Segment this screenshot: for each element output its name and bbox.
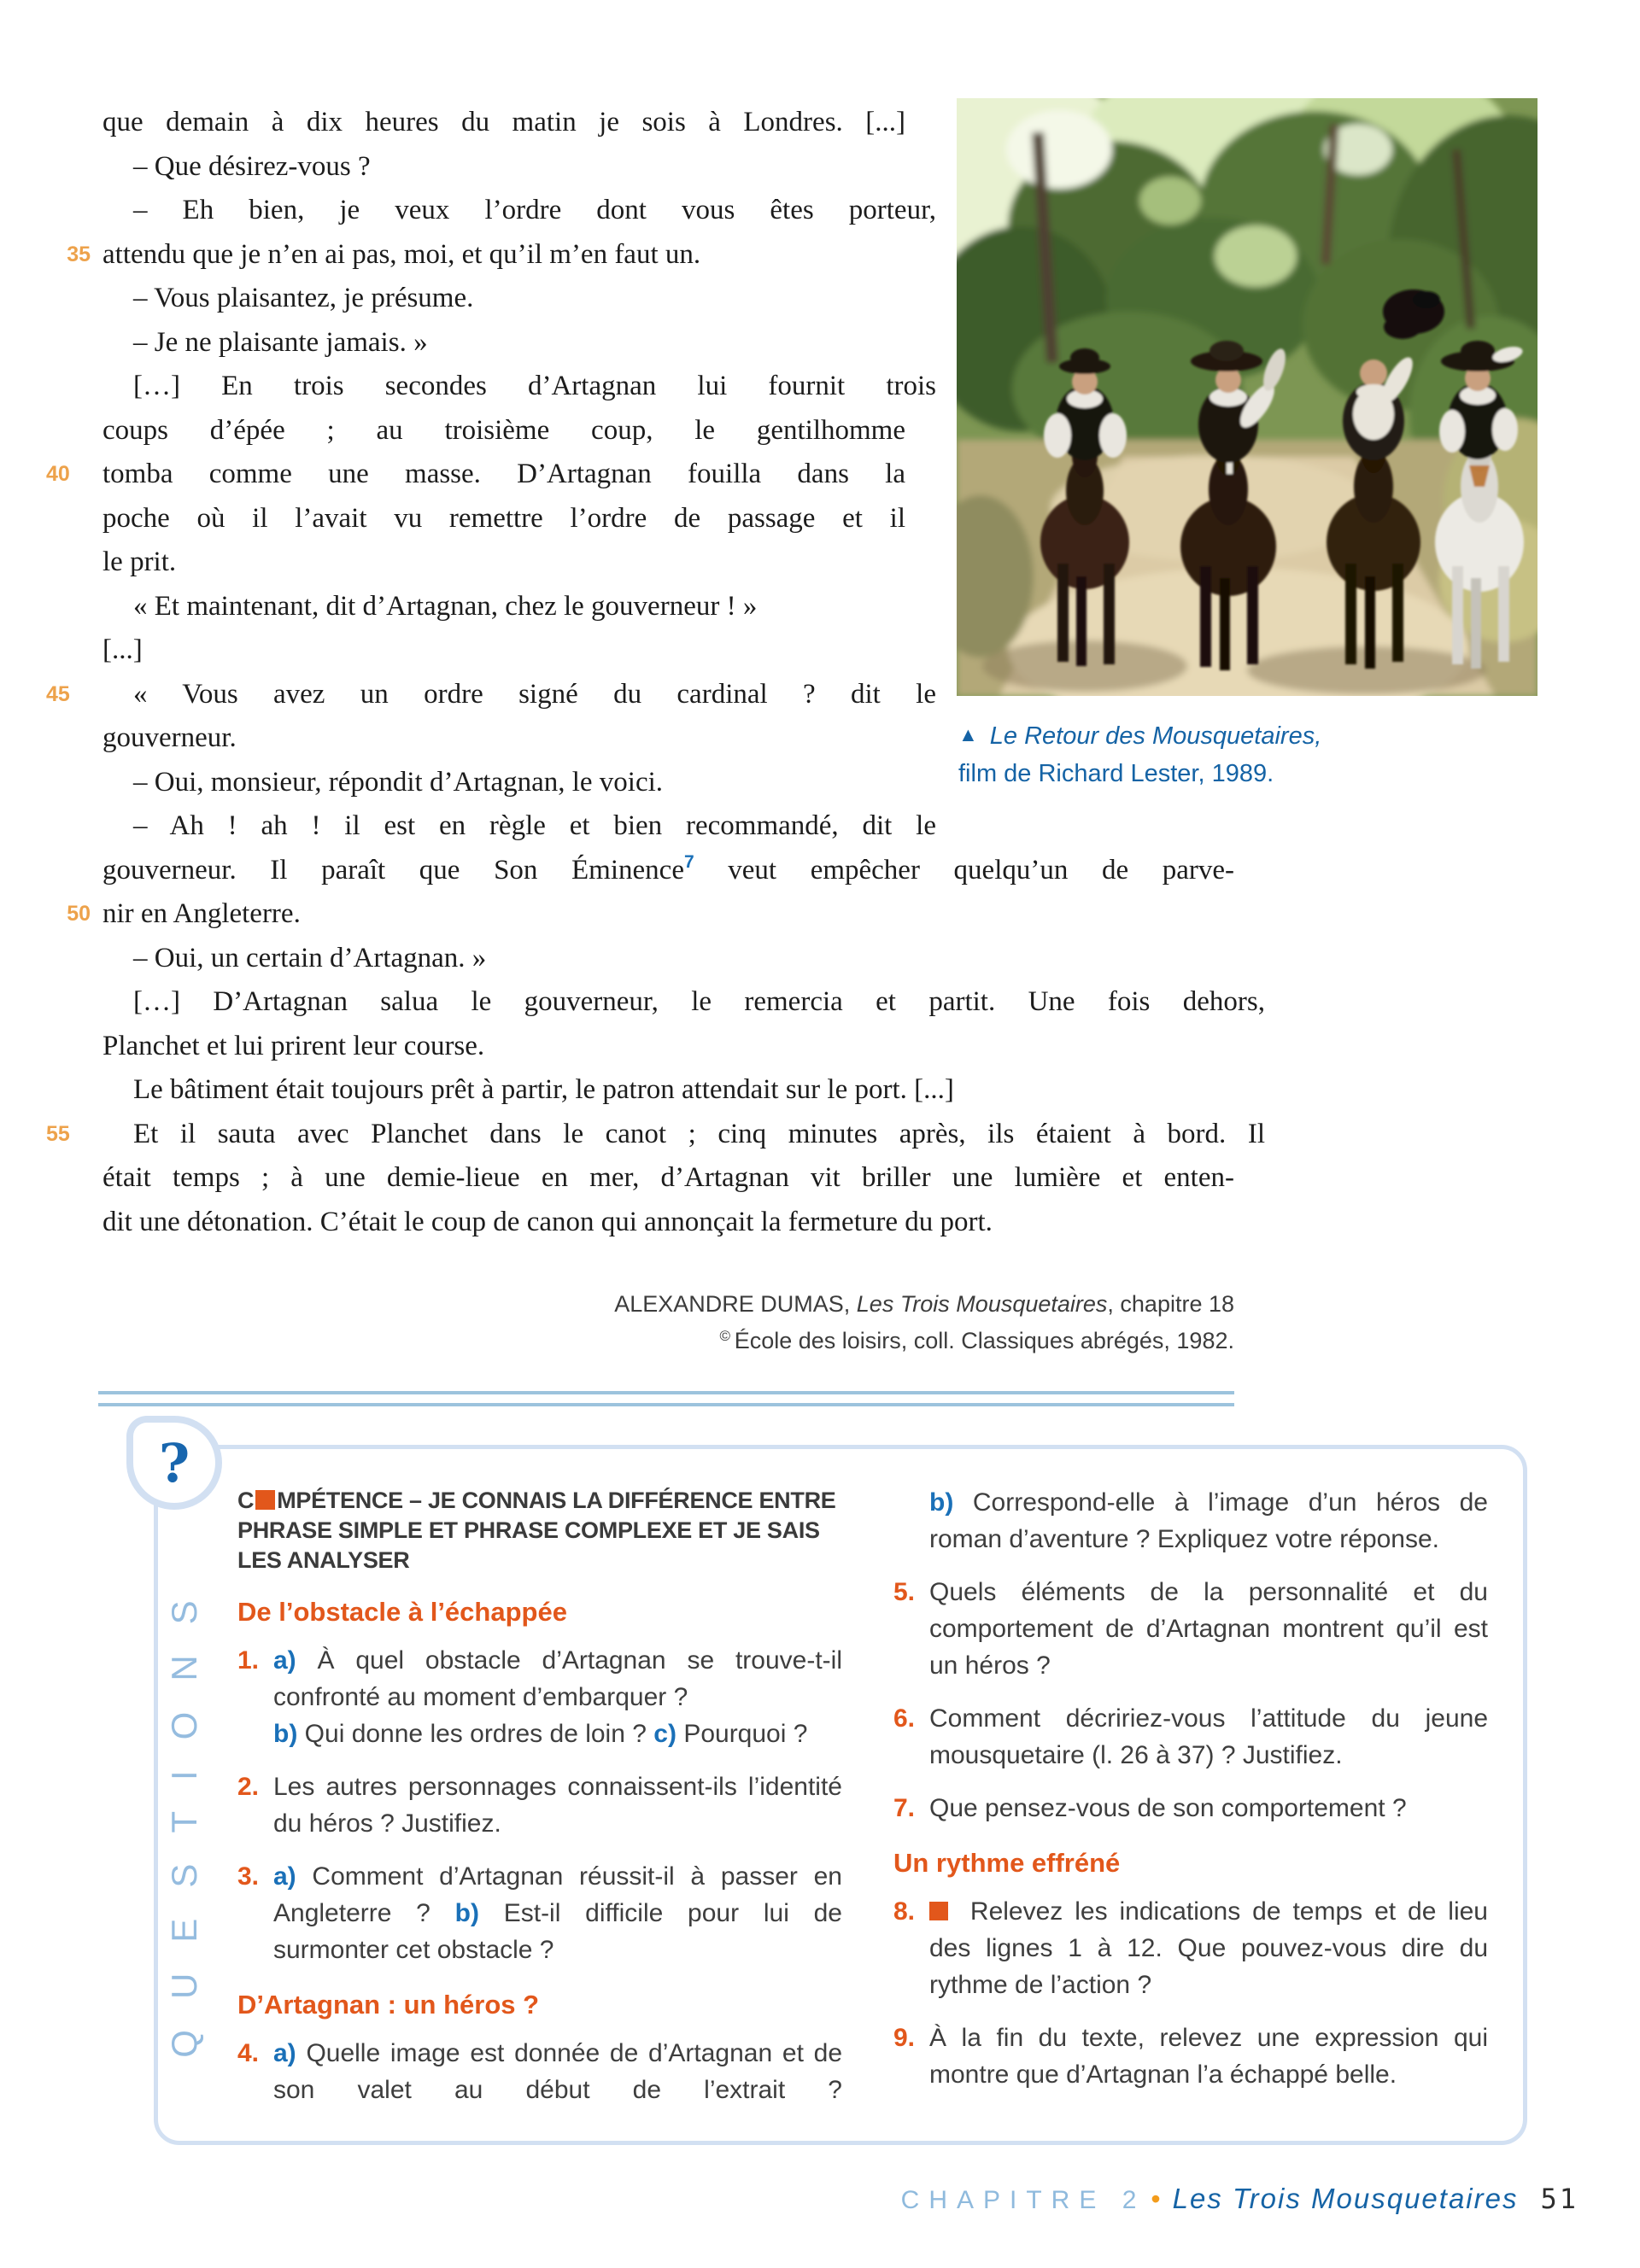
question-text: À la fin du texte, relevez une expression qui montre que d’Artagnan l’a échappé belle. (929, 2024, 1488, 2089)
excerpt-line: – Oui, un certain d’Artagnan. » (133, 942, 487, 973)
sub-question-letter: b) (929, 1488, 954, 1517)
sub-question-letter: b) (454, 1899, 479, 1927)
question-number (893, 1484, 929, 1558)
question-item (893, 2020, 1488, 2093)
source-attribution (102, 1288, 1234, 1357)
question-number: 7. (893, 1794, 916, 1822)
excerpt-line: 55 Et il sauta avec Planchet dans le canot ; cinq minutes après, ils étaient à bord. Il (102, 1113, 1265, 1157)
line-number: 50 (67, 902, 91, 926)
excerpt-line: [...] (102, 634, 143, 665)
questions-left-column (237, 1486, 842, 2125)
caption-line-1 (958, 716, 1556, 755)
question-number: 8. (893, 1897, 916, 1926)
excerpt-line: 40 tomba comme une masse. D’Artagnan fouilla dans la (102, 453, 905, 497)
question-mark-icon: ? (158, 1431, 190, 1494)
line-number: 35 (67, 242, 91, 266)
sub-question-letter: a) (273, 1646, 296, 1675)
excerpt-line: […] D’Artagnan salua le gouverneur, le remercia et partit. Une fois dehors, (133, 986, 1265, 1017)
attribution-line-2 (102, 1320, 1234, 1357)
excerpt-line: Planchet et lui prirent leur course. (102, 1030, 485, 1061)
line-number: 45 (46, 681, 70, 706)
question-item (237, 1642, 842, 1752)
excerpt-line: gouverneur. Il paraît que Son Éminence$^7$ veut empêcher quelqu’un de parve- (102, 851, 1234, 886)
excerpt-line: – Vous plaisantez, je présume. (133, 283, 474, 313)
musketeers-on-horses-illustration (957, 98, 1538, 696)
question-item (893, 1893, 1488, 2003)
questions-right-column (893, 1484, 1488, 2109)
excerpt-line: – Ah ! ah ! il est en règle et bien recommandé, dit le (133, 810, 936, 841)
competence-header (237, 1486, 842, 1575)
question-item (237, 1768, 842, 1842)
question-number: 6. (893, 1704, 916, 1733)
question-text: Relevez les indications de temps et de lieu des lignes 1 à 12. Que pouvez-vous dire du rythme de l’action ? (929, 1897, 1488, 1999)
question-number: 2. (237, 1773, 260, 1801)
question-number: 1. (237, 1646, 260, 1675)
competence-line-3: LES ANALYSER (237, 1547, 410, 1573)
caption-film-title: Le Retour des Mousquetaires, (989, 722, 1322, 750)
question-text: a) À quel obstacle d’Artagnan se trouve-t-il confronté au moment d’embarquer ? b) Qui donne les ordres de loin ? c) Pourquoi ? (273, 1646, 842, 1748)
question-item (237, 1858, 842, 1968)
page-footer (901, 2183, 1578, 2215)
question-number: 9. (893, 2024, 916, 2052)
excerpt-line: « Et maintenant, dit d’Artagnan, chez le gouverneur ! » (133, 590, 758, 622)
bullet-separator-icon: • (1151, 2183, 1161, 2214)
author-name: ALEXANDRE DUMAS, (614, 1291, 857, 1317)
excerpt-line: […] En trois secondes d’Artagnan lui fournit trois (133, 371, 936, 401)
sub-question-letter: a) (273, 2039, 296, 2067)
question-item (893, 1790, 1488, 1827)
excerpt-line: dit une détonation. C’était le coup de canon qui annonçait la fermeture du port. (102, 1206, 993, 1237)
question-item (237, 2035, 842, 2108)
publisher: École des loisirs, coll. Classiques abrégés, 1982. (734, 1328, 1234, 1353)
sub-question-letter: a) (273, 1862, 296, 1891)
footer-book-title: Les Trois Mousquetaires (1172, 2183, 1519, 2214)
triangle-up-icon: ▲ (958, 723, 978, 745)
line-number: 40 (46, 462, 70, 486)
chapter-label: CHAPITRE 2 (900, 2186, 1146, 2214)
question-text: Que pensez-vous de son comportement ? (929, 1794, 1407, 1822)
excerpt-line: que demain à dix heures du matin je sois à Londres. [...] (102, 107, 905, 137)
question-text: Comment décririez-vous l’attitude du jeune mousquetaire (l. 26 à 37) ? Justifiez. (929, 1704, 1488, 1769)
question-text: b) Correspond-elle à l’image d’un héros de roman d’aventure ? Expliquez votre réponse. (929, 1488, 1488, 1553)
film-still-photo (957, 98, 1538, 696)
excerpt-line: 45 « Vous avez un ordre signé du cardinal ? dit le (102, 673, 936, 717)
excerpt-line: poche où il l’avait vu remettre l’ordre de passage et il (102, 502, 905, 534)
question-text: a) Quelle image est donnée de d’Artagnan et de son valet au début de l’extrait ? (273, 2039, 843, 2104)
line-number: 55 (46, 1121, 70, 1146)
orange-square-icon (255, 1490, 275, 1510)
question-item (893, 1574, 1488, 1684)
copyright-symbol: © (719, 1328, 735, 1344)
excerpt-line: 35 attendu que je n’en ai pas, moi, et qu’il m’en faut un. (102, 233, 905, 278)
question-number: 4. (237, 2039, 260, 2067)
sub-question-letter: b) (273, 1720, 298, 1748)
question-group-heading: Un rythme effréné (893, 1848, 1121, 1878)
excerpt-line: était temps ; à une demie-lieue en mer, d’Artagnan vit briller une lumière et enten- (102, 1162, 1234, 1193)
excerpt-line: 50 nir en Angleterre. (102, 892, 1234, 937)
orange-square-icon (929, 1902, 948, 1920)
page-number: 51 (1540, 2183, 1578, 2215)
questions-vertical-label: QUESTIONS (164, 1569, 204, 2058)
competence-line-2: PHRASE SIMPLE ET PHRASE COMPLEXE ET JE SAIS (237, 1517, 820, 1543)
question-group-heading: D’Artagnan : un héros ? (237, 1990, 540, 2020)
question-item (893, 1484, 1488, 1558)
chapter-ref: , chapitre 18 (1107, 1291, 1234, 1317)
caption-line-2: film de Richard Lester, 1989. (958, 760, 1274, 787)
question-item (893, 1700, 1488, 1774)
attribution-line-1 (102, 1288, 1234, 1320)
question-text: a) Comment d’Artagnan réussit-il à passer en Angleterre ? b) Est-il difficile pour lui de surmonter cet obstacle ? (273, 1862, 842, 1964)
question-mark-badge (126, 1416, 222, 1510)
excerpt-line: – Oui, monsieur, répondit d’Artagnan, le voici. (133, 766, 664, 798)
question-number: 3. (237, 1862, 260, 1891)
question-text: Quels éléments de la personnalité et du comportement de d’Artagnan montrent qu’il est un héros ? (929, 1578, 1488, 1680)
photo-caption (958, 716, 1556, 792)
sub-question-letter: c) (653, 1720, 676, 1748)
excerpt-line: – Eh bien, je veux l’ordre dont vous êtes porteur, (133, 195, 936, 225)
book-title: Les Trois Mousquetaires (856, 1291, 1108, 1317)
excerpt-line: Le bâtiment était toujours prêt à partir, le patron attendait sur le port. [...] (133, 1074, 954, 1105)
excerpt-line: le prit. (102, 547, 177, 577)
excerpt-line: – Je ne plaisante jamais. » (133, 326, 428, 358)
excerpt-line: gouverneur. (102, 722, 237, 753)
excerpt-line: coups d’épée ; au troisième coup, le gentilhomme (102, 414, 905, 446)
excerpt-line: – Que désirez-vous ? (133, 150, 371, 182)
question-group-heading: De l’obstacle à l’échappée (237, 1597, 567, 1627)
double-rule-divider (98, 1391, 1234, 1406)
question-number: 5. (893, 1578, 916, 1606)
competence-line-1: C MPÉTENCE – JE CONNAIS LA DIFFÉRENCE ENTRE (237, 1488, 836, 1513)
question-text: Les autres personnages connaissent-ils l’identité du héros ? Justifiez. (273, 1773, 842, 1838)
